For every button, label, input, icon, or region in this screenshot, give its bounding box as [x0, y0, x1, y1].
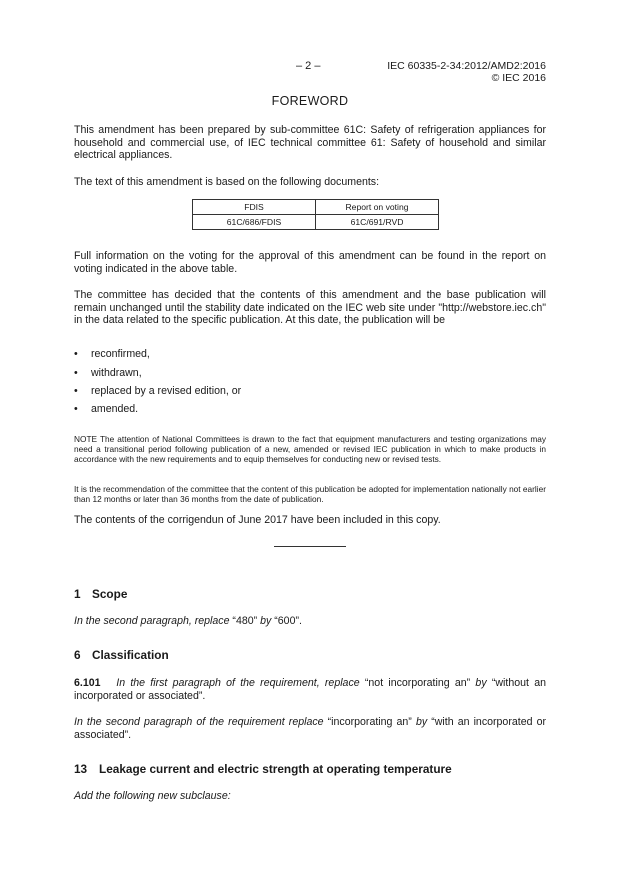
instruction-text: In the first paragraph of the requirement, replace — [116, 677, 360, 689]
clause-number: 6.101 — [74, 677, 101, 689]
bullet-icon: • — [74, 403, 78, 415]
quoted-text: “600”. — [271, 615, 302, 627]
list-item-text: withdrawn, — [91, 367, 142, 379]
page-title: FOREWORD — [271, 94, 349, 108]
instruction-text: by — [415, 716, 428, 728]
section-heading-leakage — [74, 762, 452, 776]
scope-paragraph — [74, 615, 546, 628]
list-item-text: replaced by a revised edition, or — [91, 385, 242, 397]
section-number: 1 — [74, 587, 81, 601]
section-heading-scope — [74, 587, 127, 601]
section-number: 6 — [74, 648, 81, 662]
note-paragraph: NOTE The attention of National Committees is drawn to the fact that equipment manufacturers and testing organizations may need a transitional period following publication of a new, amended or revised IEC publication in which to make products in accordance with the new requirements and to equip themselves for conducting new or revised tests. — [74, 434, 546, 464]
quoted-text: “480” — [229, 615, 261, 627]
bullet-icon: • — [74, 367, 78, 379]
document-id-text: IEC 60335-2-34:2012/AMD2:2016 — [387, 60, 546, 72]
page-number: – 2 – — [296, 60, 321, 72]
classification-paragraph-2 — [74, 716, 546, 741]
list-item-text: reconfirmed, — [91, 348, 150, 360]
instruction-text: In the second paragraph of the requirement replace — [74, 716, 324, 728]
quoted-text: “with an incorporated or associated”. — [74, 716, 546, 741]
quoted-text: “incorporating an” — [323, 716, 416, 728]
document-id — [387, 60, 546, 84]
list-item-text: amended. — [91, 403, 139, 415]
voting-documents-table — [192, 199, 439, 230]
instruction-text: Add the following new subclause: — [74, 790, 231, 802]
table-cell: 61C/686/FDIS — [193, 215, 316, 230]
divider — [274, 546, 346, 547]
list-item — [74, 367, 142, 379]
docs-intro-paragraph: The text of this amendment is based on the following documents: — [74, 176, 380, 188]
section-number: 13 — [74, 762, 88, 776]
bullet-icon: • — [74, 385, 78, 397]
table-header-row — [193, 200, 439, 215]
section-title: Leakage current and electric strength at operating temperature — [99, 762, 452, 776]
table-header-cell: Report on voting — [316, 200, 439, 215]
bullet-icon: • — [74, 348, 78, 360]
recommendation-paragraph: It is the recommendation of the committee that the content of this publication be adopted for implementation nationally not earlier than 12 months or later than 36 months from the date of publication. — [74, 484, 546, 504]
quoted-text: “without an incorporated or associated”. — [74, 677, 546, 702]
voting-info-paragraph: Full information on the voting for the approval of this amendment can be found in the report on voting indicated in the above table. — [74, 250, 546, 275]
copyright-text: © IEC 2016 — [491, 72, 546, 84]
list-item — [74, 403, 138, 415]
table-row — [193, 215, 439, 230]
stability-paragraph: The committee has decided that the contents of this amendment and the base publication will remain unchanged until the stability date indicated on the IEC web site under "http://webstore.iec.ch" in the data related to the specific publication. At this date, the publication will be — [74, 289, 546, 326]
list-item — [74, 385, 241, 397]
classification-paragraph-1 — [74, 677, 546, 702]
section-heading-classification — [74, 648, 169, 662]
instruction-text: by — [260, 615, 272, 627]
instruction-text: by — [475, 677, 487, 689]
list-item — [74, 348, 150, 360]
leakage-paragraph — [74, 790, 546, 803]
table-cell: 61C/691/RVD — [316, 215, 439, 230]
intro-paragraph: This amendment has been prepared by sub-committee 61C: Safety of refrigeration appliances for household and commercial use, of IEC technical committee 61: Safety of household and similar electrical appliances. — [74, 124, 546, 161]
instruction-text: In the second paragraph, replace — [74, 615, 230, 627]
corrigendum-paragraph: The contents of the corrigendun of June 2017 have been included in this copy. — [74, 514, 441, 526]
quoted-text: “not incorporating an” — [359, 677, 476, 689]
section-title: Classification — [92, 648, 169, 662]
section-title: Scope — [92, 587, 128, 601]
table-header-cell: FDIS — [193, 200, 316, 215]
